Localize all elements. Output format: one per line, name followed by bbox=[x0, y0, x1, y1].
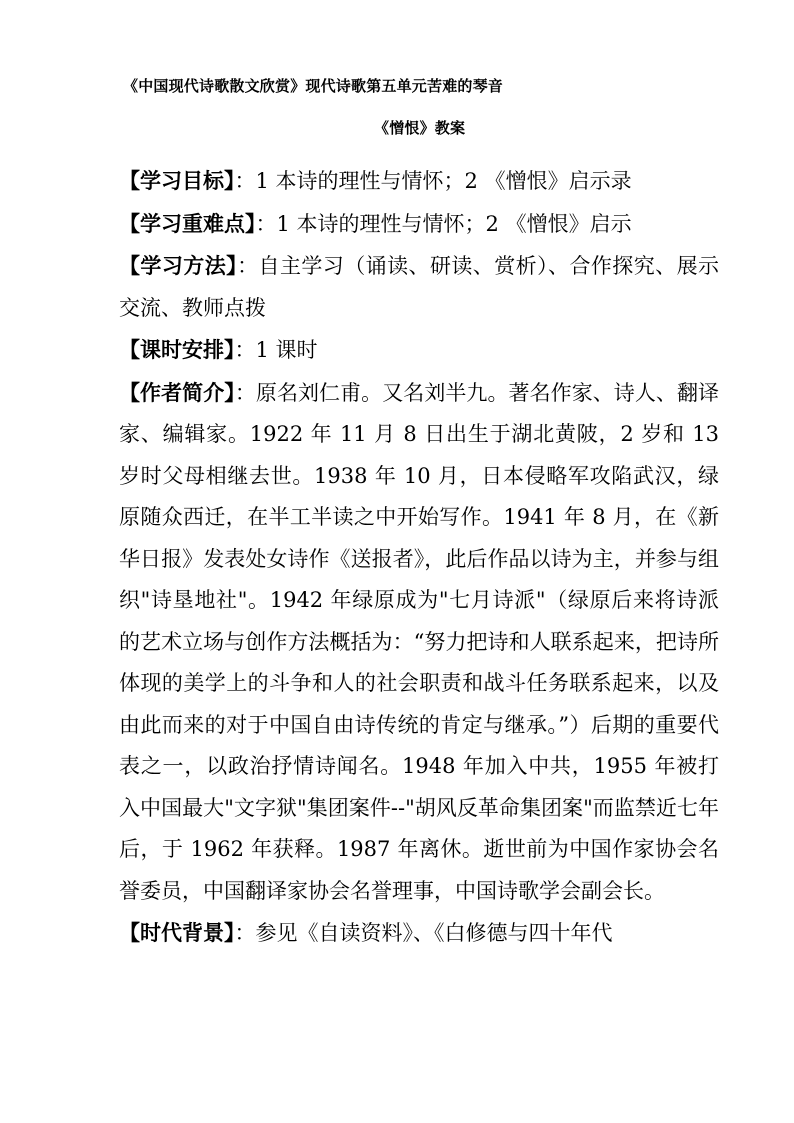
section-label: 【学习重难点】 bbox=[119, 210, 256, 236]
section-colon: ： bbox=[234, 921, 256, 945]
document-subtitle: 《憎恨》教案 bbox=[374, 119, 466, 137]
section-learning-goals bbox=[119, 160, 719, 203]
section-author-intro bbox=[119, 372, 719, 913]
section-text: 自主学习（诵读、研读、赏析）、合作探究、展示交流、教师点拨 bbox=[119, 254, 720, 320]
section-colon: ： bbox=[237, 254, 259, 278]
section-text: 1 课时 bbox=[255, 338, 318, 362]
section-label: 【学习方法】 bbox=[119, 253, 238, 278]
section-historical-background bbox=[119, 912, 719, 955]
section-text: 参见《自读资料》、《白修德与四十年代 bbox=[255, 921, 613, 945]
section-label: 【作者简介】 bbox=[119, 379, 235, 405]
section-text: 1 本诗的理性与情怀；2 《憎恨》启示 bbox=[276, 211, 632, 236]
document-body bbox=[119, 160, 719, 955]
section-text: 原名刘仁甫。又名刘半九。著名作家、诗人、翻译家、编辑家。1922 年 11 月 8 日出生于湖北黄陂，2 岁和 13 岁时父母相继去世。1938 年 10 月，日本侵略军攻陷武汉，绿原随众西迁，在半工半读之中开始写作。1941 年 8 月，在《新华日报》发表处女诗作《送报者》，此后作品以诗为主，并参与组织"诗垦地社"。1942 年绿原成为"七月诗派"（绿原后来将诗派的艺术立场与创作方法概括为：“努力把诗和人联系起来，把诗所体现的美学上的斗争和人的社会职责和战斗任务联系起来，以及由此而来的对于中国自由诗传统的肯定与继承。”）后期的重要代表之一，以政治抒情诗闻名。1948 年加入中共，1955 年被打入中国最大"文字狱"集团案件--"胡风反革命集团案"而监禁近七年后，于 1962 年获释。1987 年离休。逝世前为中国作家协会名誉委员，中国翻译家协会名誉理事，中国诗歌学会副会长。 bbox=[119, 380, 720, 903]
section-colon: ： bbox=[234, 338, 256, 362]
section-label: 【时代背景】 bbox=[119, 920, 235, 945]
document-title: 《中国现代诗歌散文欣赏》现代诗歌第五单元苦难的琴音 bbox=[123, 77, 504, 95]
section-colon: ： bbox=[255, 211, 277, 236]
section-colon: ： bbox=[234, 169, 256, 193]
section-label: 【学习目标】 bbox=[119, 168, 235, 193]
section-label: 【课时安排】 bbox=[119, 337, 235, 362]
section-class-schedule bbox=[119, 329, 719, 372]
section-text: 1 本诗的理性与情怀；2 《憎恨》启示录 bbox=[255, 169, 632, 193]
section-learning-methods bbox=[119, 245, 719, 329]
section-colon: ： bbox=[234, 380, 256, 405]
section-key-difficulties bbox=[119, 203, 719, 246]
